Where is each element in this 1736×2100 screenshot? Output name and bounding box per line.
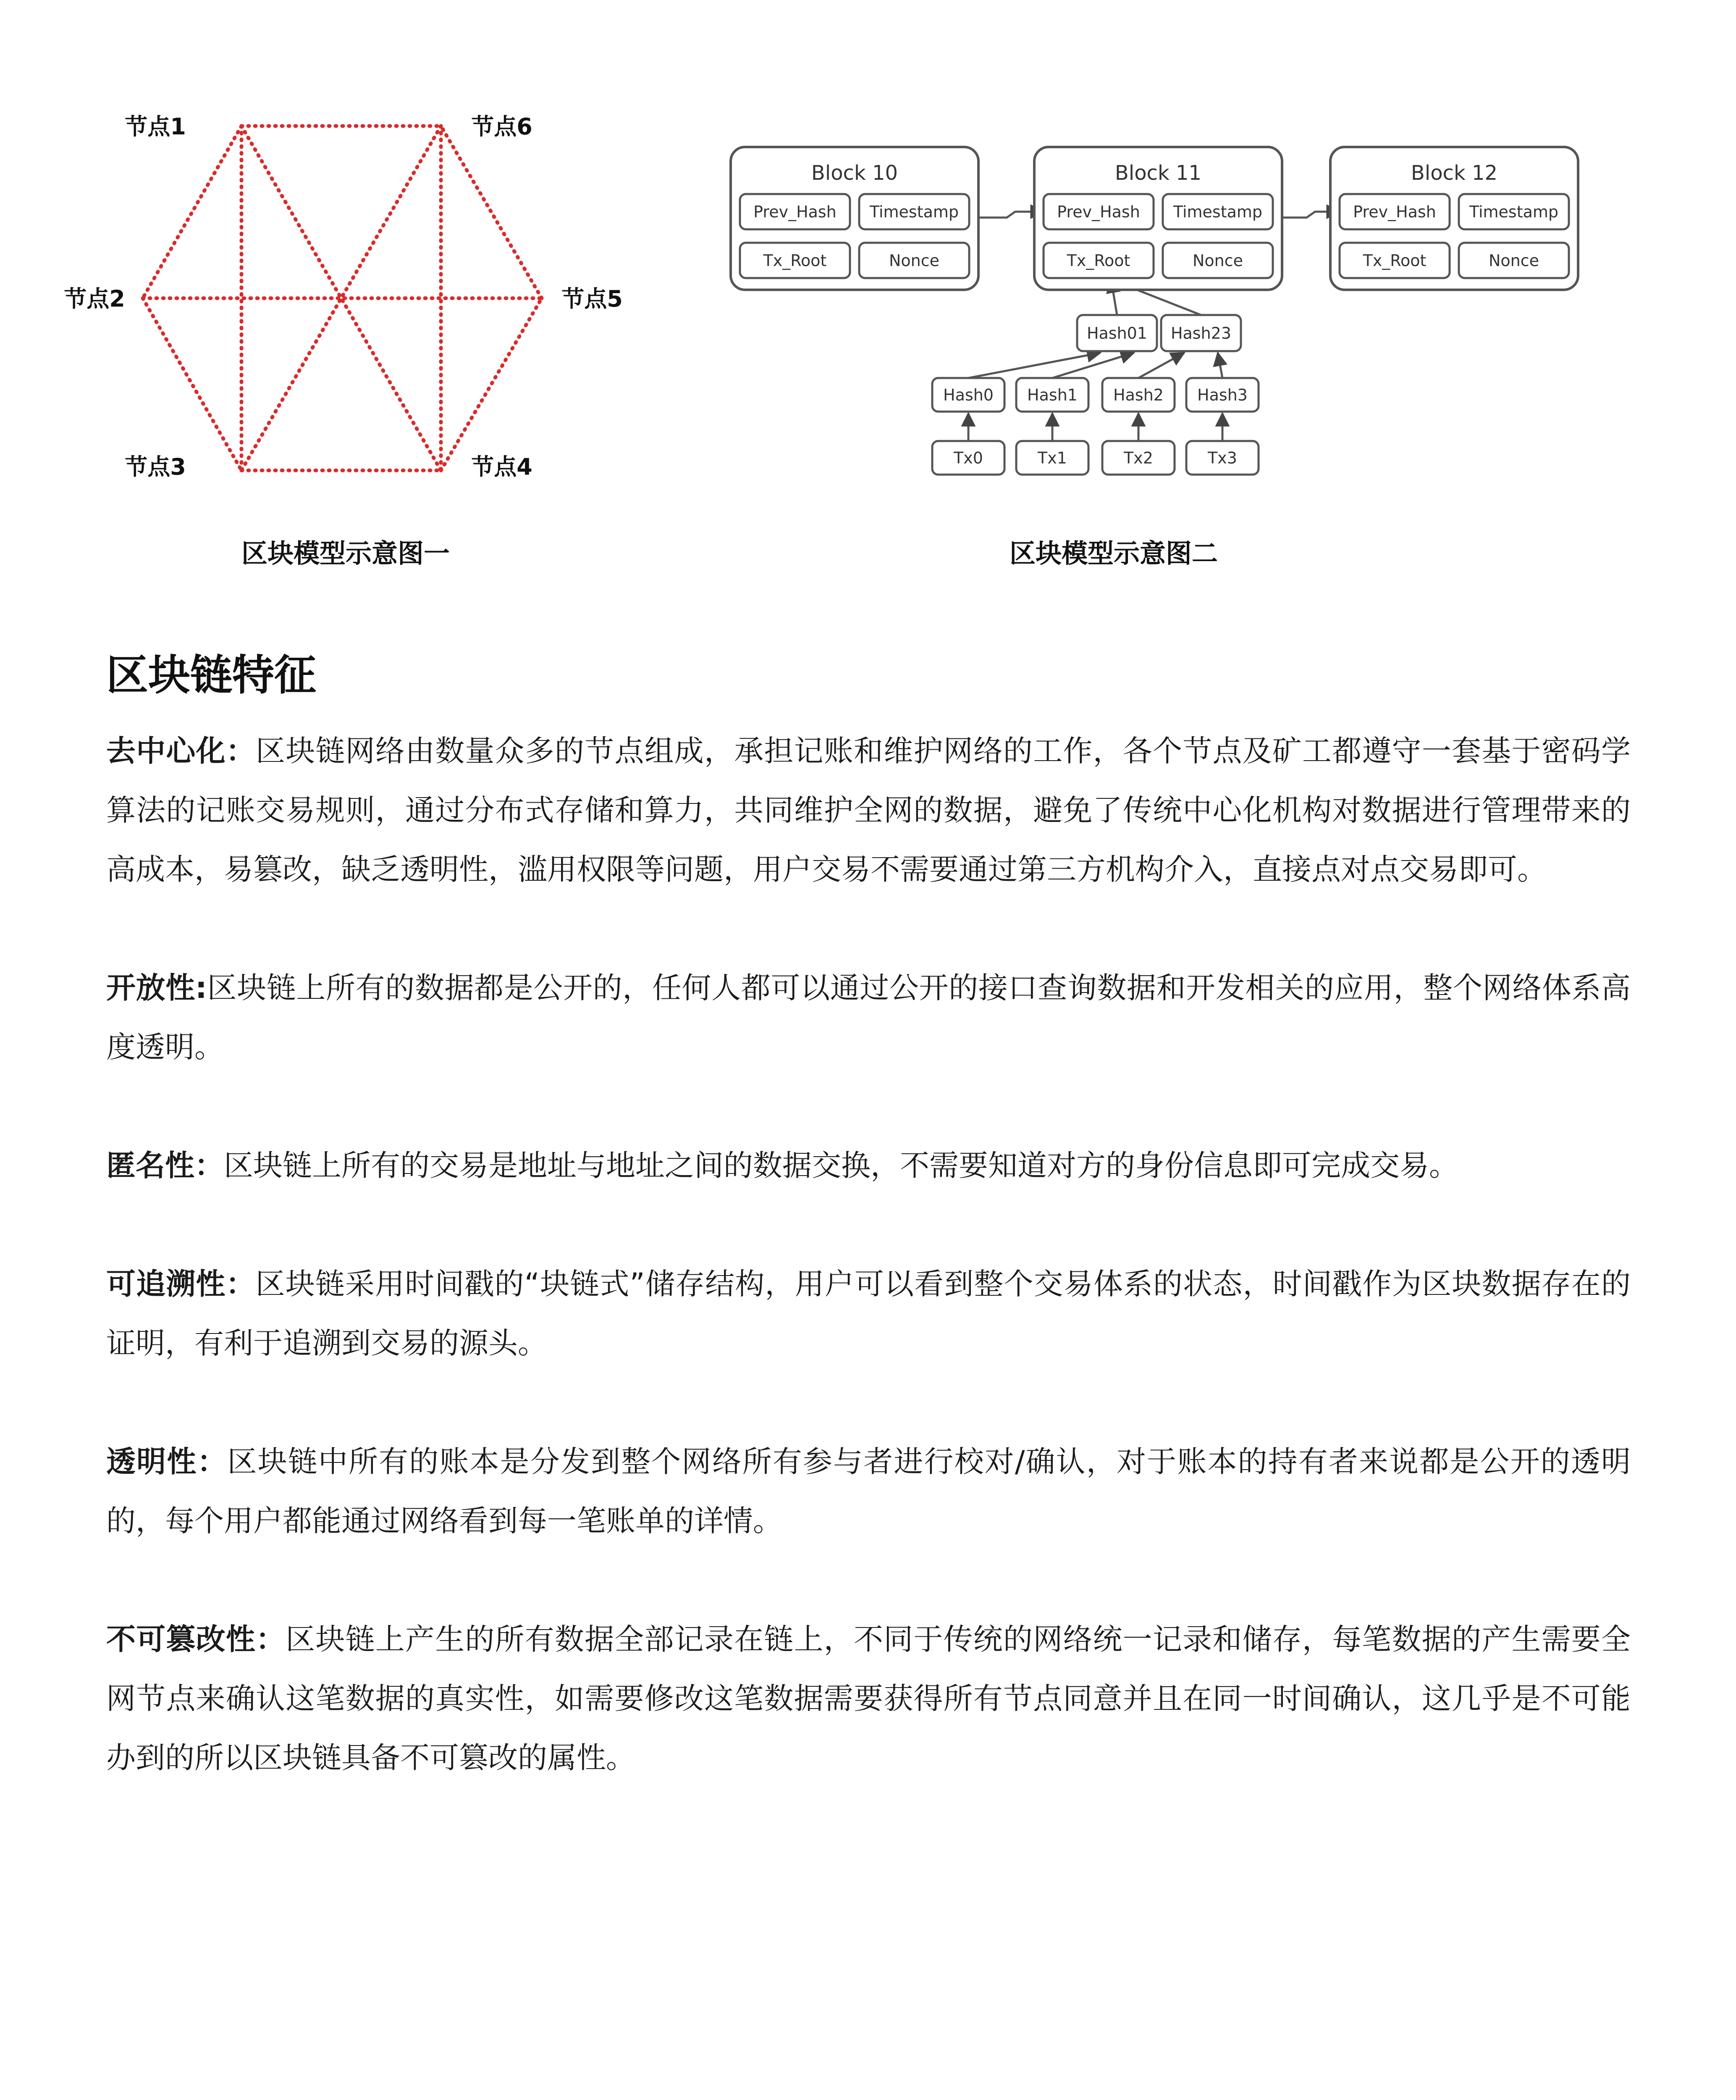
block-field-label: Tx_Root xyxy=(763,251,827,270)
feature-term: 可追溯性： xyxy=(106,1267,256,1301)
feature-text: 区块链网络由数量众多的节点组成，承担记账和维护网络的工作，各个节点及矿工都遵守一套基于密码学算法的记账交易规则，通过分布式存储和算力，共同维护全网的数据，避免了传统中心化机构对数据进行管理带来的高成本，易篡改，缺乏透明性，滥用权限等问题，用户交易不需要通过第三方机构介入，直接点对点交易即可。 xyxy=(106,734,1631,887)
feature-text: 区块链中所有的账本是分发到整个网络所有参与者进行校对/确认，对于账本的持有者来说都是公开的透明的，每个用户都能通过网络看到每一笔账单的详情。 xyxy=(106,1444,1631,1538)
block-field-label: Prev_Hash xyxy=(1057,202,1140,221)
tree-link xyxy=(1138,353,1184,378)
node-label: 节点6 xyxy=(471,113,532,140)
block-field-label: Nonce xyxy=(1192,251,1243,270)
tx-node-label: Tx0 xyxy=(954,449,983,467)
tx-node-label: Tx1 xyxy=(1038,449,1067,467)
block-field-label: Tx_Root xyxy=(1067,251,1130,270)
feature-term: 开放性: xyxy=(106,971,207,1005)
block-field-label: Timestamp xyxy=(1469,202,1559,221)
feature-text: 区块链上所有的交易是地址与地址之间的数据交换，不需要知道对方的身份信息即可完成交易。 xyxy=(224,1148,1458,1183)
section-title: 区块链特征 xyxy=(106,651,316,700)
feature-list xyxy=(106,722,1631,1847)
feature-text: 区块链上产生的所有数据全部记录在链上，不同于传统的网络统一记录和储存，每笔数据的产生需要全网节点来确认这笔数据的真实性，如需要修改这笔数据需要获得所有节点同意并且在同一时间确认，这几乎是不可能办到的所以区块链具备不可篡改的属性。 xyxy=(106,1622,1631,1775)
feature-term: 透明性： xyxy=(106,1444,228,1479)
tree-link xyxy=(968,353,1100,378)
tx-node-label: Tx3 xyxy=(1208,449,1237,467)
block-field-label: Prev_Hash xyxy=(753,202,837,221)
network-edge xyxy=(143,298,241,470)
feature-term: 不可篡改性： xyxy=(106,1622,286,1656)
feature-openness xyxy=(106,958,1631,1077)
hash-node-label: Hash3 xyxy=(1197,386,1248,404)
block-field-label: Prev_Hash xyxy=(1353,202,1436,221)
figure-1-caption: 区块模型示意图一 xyxy=(241,538,450,569)
feature-traceability xyxy=(106,1255,1631,1373)
network-edge xyxy=(441,298,542,470)
hash-node-label: Hash23 xyxy=(1170,324,1232,343)
block-field-label: Timestamp xyxy=(869,202,959,221)
feature-text: 区块链上所有的数据都是公开的，任何人都可以通过公开的接口查询数据和开发相关的应用，整个网络体系高度透明。 xyxy=(106,971,1631,1064)
tree-link xyxy=(1218,353,1222,378)
network-edge xyxy=(441,126,542,298)
block-field-label: Nonce xyxy=(889,251,940,270)
block-chain-diagram xyxy=(726,139,1600,491)
node-label: 节点1 xyxy=(125,113,186,140)
feature-immutability xyxy=(106,1610,1631,1788)
block-title: Block 12 xyxy=(1411,161,1498,185)
network-edge xyxy=(143,126,241,298)
hash-node-label: Hash1 xyxy=(1027,386,1078,404)
feature-term: 去中心化： xyxy=(106,734,256,768)
network-edges xyxy=(143,126,542,470)
tree-link xyxy=(1052,353,1134,378)
node-label: 节点2 xyxy=(64,286,125,312)
hash-node-label: Hash0 xyxy=(943,386,994,404)
tx-node-label: Tx2 xyxy=(1124,449,1153,467)
node-label: 节点3 xyxy=(125,454,186,480)
block-field-label: Timestamp xyxy=(1173,202,1263,221)
feature-term: 匿名性： xyxy=(106,1148,224,1183)
feature-anonymity xyxy=(106,1136,1631,1195)
block-title: Block 11 xyxy=(1115,161,1202,185)
node-label: 节点5 xyxy=(561,286,623,312)
node-label: 节点4 xyxy=(471,454,532,480)
node-network-diagram xyxy=(50,101,659,491)
hash-node-label: Hash2 xyxy=(1113,386,1164,404)
block-title: Block 10 xyxy=(811,161,898,185)
block-field-label: Tx_Root xyxy=(1363,251,1427,270)
feature-text: 区块链采用时间戳的“块链式”储存结构，用户可以看到整个交易体系的状态，时间戳作为区块数据存在的证明，有利于追溯到交易的源头。 xyxy=(106,1267,1631,1360)
feature-decentralization xyxy=(106,722,1631,899)
figure-2-caption: 区块模型示意图二 xyxy=(1009,538,1218,569)
hash-node-label: Hash01 xyxy=(1086,324,1148,343)
feature-transparency xyxy=(106,1432,1631,1551)
block-field-label: Nonce xyxy=(1488,251,1539,270)
